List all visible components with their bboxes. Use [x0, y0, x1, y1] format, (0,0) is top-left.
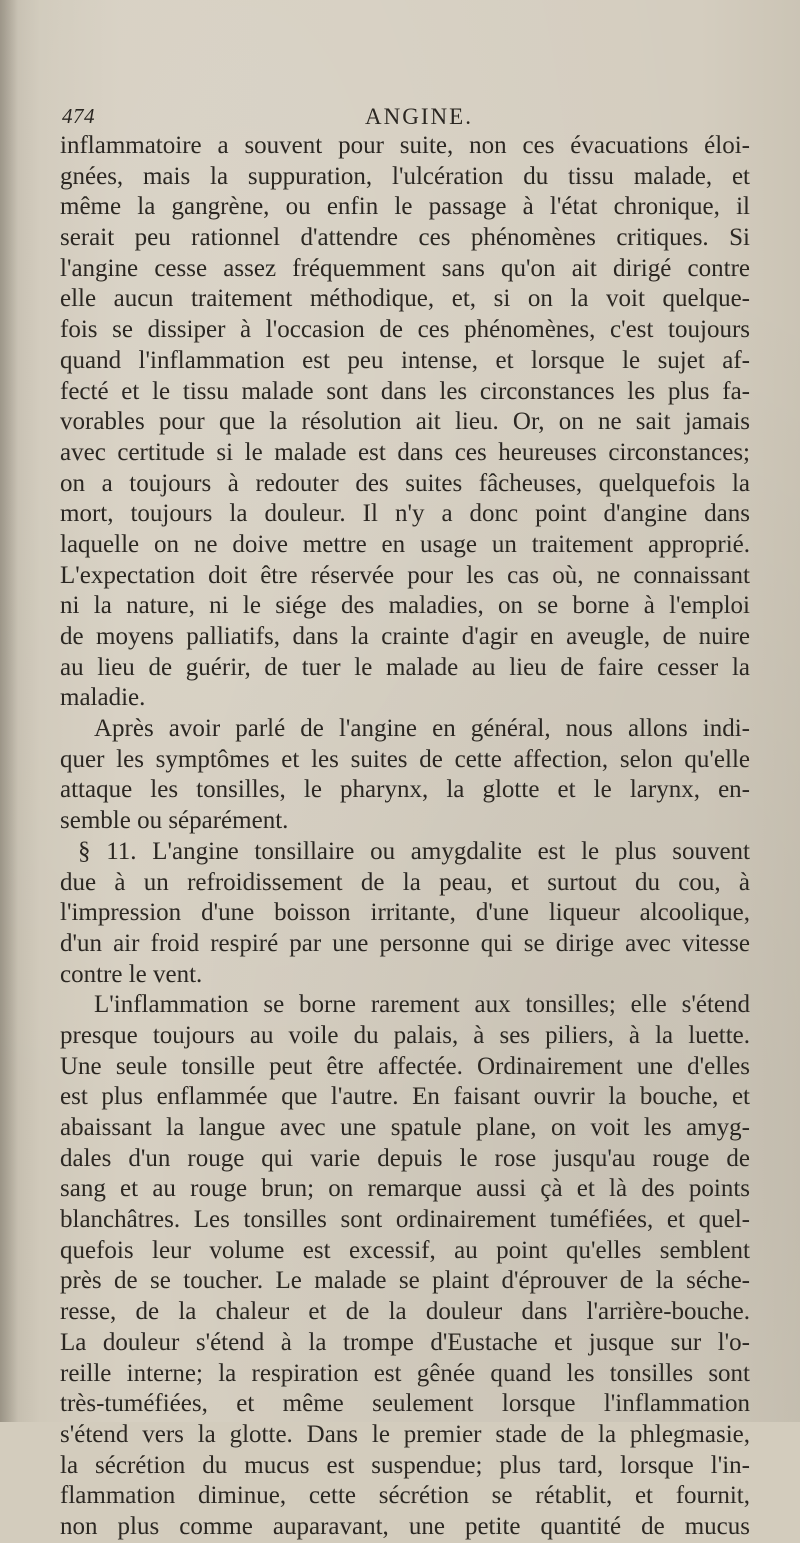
- text-line: de moyens palliatifs, dans la crainte d'agir en aveugle, de nuire: [60, 623, 750, 650]
- text-line: presque toujours au voile du palais, à ses piliers, à la luette.: [60, 1021, 750, 1049]
- text-line: avec certitude si le malade est dans ces heureuses circonstances;: [60, 438, 750, 466]
- text-line: l'impression d'une boisson irritante, d'une liqueur alcoolique,: [60, 899, 750, 927]
- text-line: due à un refroidissement de la peau, et surtout du cou, à: [60, 868, 750, 896]
- text-line: La douleur s'étend à la trompe d'Eustache et jusque sur l'o-: [60, 1328, 750, 1356]
- text-line: ni la nature, ni le siége des maladies, on se borne à l'emploi: [60, 592, 750, 620]
- text-line: elle aucun traitement méthodique, et, si on la voit quelque-: [60, 285, 750, 313]
- text-line: contre le vent.: [60, 960, 203, 988]
- text-line: est plus enflammée que l'autre. En faisant ouvrir la bouche, et: [60, 1083, 750, 1111]
- page-number: 474: [62, 104, 95, 128]
- text-line: mort, toujours la douleur. Il n'y a donc point d'angine dans: [60, 500, 750, 528]
- text-line: L'expectation doit être réservée pour les cas où, ne connaissant: [60, 561, 750, 589]
- text-line: quer les symptômes et les suites de cette affection, selon qu'elle: [60, 745, 750, 773]
- text-line: dales d'un rouge qui varie depuis le rose jusqu'au rouge de: [60, 1144, 750, 1172]
- text-line: Une seule tonsille peut être affectée. Ordinairement une d'elles: [60, 1052, 750, 1080]
- text-line: abaissant la langue avec une spatule plane, on voit les amyg-: [60, 1114, 750, 1141]
- text-line: même la gangrène, ou enfin le passage à l'état chronique, il: [60, 193, 750, 221]
- text-line: resse, de la chaleur et de la douleur dans l'arrière-bouche.: [60, 1298, 750, 1326]
- text-line: quefois leur volume est excessif, au point qu'elles semblent: [60, 1236, 750, 1264]
- text-line: semble ou séparément.: [60, 807, 289, 835]
- text-line: attaque les tonsilles, le pharynx, la glotte et le larynx, en-: [60, 776, 750, 804]
- section-heading-line: § 11. L'angine tonsillaire ou amygdalite est le plus souvent: [78, 837, 750, 865]
- text-line: serait peu rationnel d'attendre ces phénomènes critiques. Si: [60, 224, 750, 252]
- text-line: au lieu de guérir, de tuer le malade au lieu de faire cesser la: [60, 653, 750, 681]
- text-line: quand l'inflammation est peu intense, et lorsque le sujet af-: [60, 346, 750, 374]
- text-line: L'inflammation se borne rarement aux tonsilles; elle s'étend: [94, 991, 750, 1019]
- text-line: la sécrétion du mucus est suspendue; plus tard, lorsque l'in-: [60, 1451, 750, 1479]
- text-line: on a toujours à redouter des suites fâcheuses, quelquefois la: [60, 469, 750, 497]
- text-line: gnées, mais la suppuration, l'ulcération du tissu malade, et: [60, 162, 750, 190]
- page-header: [58, 104, 740, 134]
- text-line: maladie.: [60, 684, 146, 712]
- text-line: fecté et le tissu malade sont dans les circonstances les plus fa-: [60, 377, 750, 405]
- text-line: reille interne; la respiration est gênée quand les tonsilles sont: [60, 1359, 750, 1387]
- text-line: très-tuméfiées, et même seulement lorsque l'inflammation: [60, 1390, 750, 1418]
- text-line: Après avoir parlé de l'angine en général, nous allons indi-: [94, 715, 750, 743]
- text-line: laquelle on ne doive mettre en usage un traitement approprié.: [60, 530, 750, 558]
- text-line: s'étend vers la glotte. Dans le premier stade de la phlegmasie,: [60, 1420, 750, 1448]
- text-line: vorables pour que la résolution ait lieu. Or, on ne sait jamais: [60, 408, 750, 436]
- text-line: flammation diminue, cette sécrétion se rétablit, et fournit,: [60, 1482, 750, 1510]
- text-line: blanchâtres. Les tonsilles sont ordinairement tuméfiées, et quel-: [60, 1206, 750, 1234]
- text-line: fois se dissiper à l'occasion de ces phénomènes, c'est toujours: [60, 316, 750, 344]
- running-head: ANGINE.: [365, 104, 473, 129]
- text-line: d'un air froid respiré par une personne qui se dirige avec vitesse: [60, 929, 750, 957]
- text-line: non plus comme auparavant, une petite quantité de mucus: [60, 1512, 750, 1540]
- text-line: près de se toucher. Le malade se plaint d'éprouver de la séche-: [60, 1267, 750, 1295]
- body-text: [60, 131, 750, 1543]
- text-line: sang et au rouge brun; on remarque aussi çà et là des points: [60, 1175, 750, 1203]
- text-line: inflammatoire a souvent pour suite, non ces évacuations éloi-: [60, 132, 750, 159]
- text-line: l'angine cesse assez fréquemment sans qu'on ait dirigé contre: [60, 254, 750, 282]
